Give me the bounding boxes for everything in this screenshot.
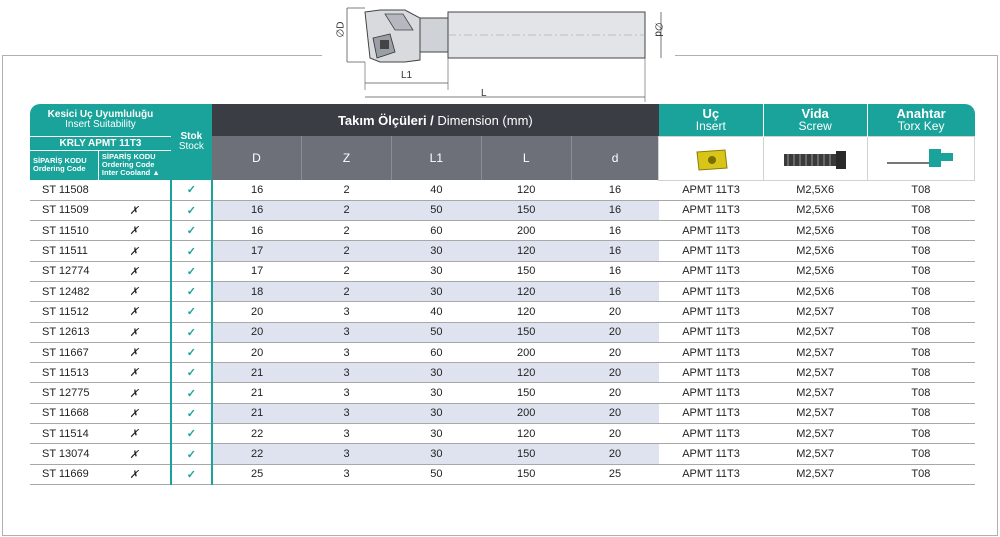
Z-cell: 2 — [302, 180, 392, 200]
L-cell: 150 — [481, 383, 571, 403]
frame-top-right-line — [670, 55, 998, 56]
table-row — [30, 424, 975, 444]
order-code-cell: ST 11510 — [30, 221, 98, 241]
table-row — [30, 302, 975, 322]
L-cell: 120 — [481, 424, 571, 444]
insert-cell: APMT 11T3 — [659, 363, 763, 383]
screw-cell: M2,5X7 — [763, 322, 867, 342]
Z-cell: 3 — [302, 383, 392, 403]
order-code-cell: ST 11509 — [30, 200, 98, 220]
col-L-header: L — [481, 136, 571, 180]
screw-cell: M2,5X6 — [763, 180, 867, 200]
insert-cell: APMT 11T3 — [659, 342, 763, 362]
coolant-code-cell: ✗ — [98, 424, 171, 444]
screw-cell: M2,5X7 — [763, 464, 867, 484]
insert-cell: APMT 11T3 — [659, 302, 763, 322]
order-code-cell: ST 12613 — [30, 322, 98, 342]
key-cell: T08 — [867, 261, 974, 281]
Z-cell: 2 — [302, 241, 392, 261]
d-cell: 16 — [571, 180, 659, 200]
table-row — [30, 221, 975, 241]
table-row — [30, 241, 975, 261]
insert-cell: APMT 11T3 — [659, 322, 763, 342]
stock-cell: ✓ — [171, 180, 212, 200]
d-cell: 16 — [571, 281, 659, 301]
D-cell: 22 — [212, 424, 302, 444]
screw-cell: M2,5X7 — [763, 363, 867, 383]
key-cell: T08 — [867, 322, 974, 342]
key-image-cell — [867, 136, 974, 180]
col-Z-header: Z — [302, 136, 392, 180]
L-cell: 150 — [481, 322, 571, 342]
Z-cell: 3 — [302, 403, 392, 423]
L-cell: 120 — [481, 363, 571, 383]
screw-title: Vida — [801, 106, 829, 122]
order-code-cell: ST 11511 — [30, 241, 98, 261]
Z-cell: 2 — [302, 281, 392, 301]
L-cell: 150 — [481, 464, 571, 484]
key-cell: T08 — [867, 200, 974, 220]
torx-key-icon — [881, 145, 961, 173]
D-cell: 21 — [212, 383, 302, 403]
coolant-code-cell: ✗ — [98, 200, 171, 220]
coolant-code-cell: ✗ — [98, 221, 171, 241]
order-code-cell: ST 12774 — [30, 261, 98, 281]
length-L-label: L — [481, 88, 487, 99]
L1-cell: 30 — [391, 444, 481, 464]
stock-cell: ✓ — [171, 383, 212, 403]
L1-cell: 40 — [391, 302, 481, 322]
L1-cell: 50 — [391, 322, 481, 342]
insert-cell: APMT 11T3 — [659, 180, 763, 200]
Z-cell: 2 — [302, 261, 392, 281]
L1-cell: 60 — [391, 221, 481, 241]
key-header — [867, 104, 974, 136]
col-L1-header: L1 — [391, 136, 481, 180]
L1-cell: 30 — [391, 403, 481, 423]
insert-cell: APMT 11T3 — [659, 464, 763, 484]
key-cell: T08 — [867, 363, 974, 383]
d-cell: 20 — [571, 383, 659, 403]
coolant-code-cell: ✗ — [98, 302, 171, 322]
d-cell: 16 — [571, 221, 659, 241]
table-row — [30, 363, 975, 383]
L-cell: 200 — [481, 342, 571, 362]
d-cell: 16 — [571, 261, 659, 281]
key-cell: T08 — [867, 241, 974, 261]
insert-cell: APMT 11T3 — [659, 281, 763, 301]
D-cell: 22 — [212, 444, 302, 464]
coolant-code-cell: ✗ — [98, 322, 171, 342]
ordering-code-header — [30, 150, 98, 180]
coolant-code-cell: ✗ — [98, 281, 171, 301]
D-cell: 18 — [212, 281, 302, 301]
coolant-code-cell: ✗ — [98, 261, 171, 281]
D-cell: 20 — [212, 342, 302, 362]
coolant-code-cell: ✗ — [98, 241, 171, 261]
table-row — [30, 383, 975, 403]
stock-title: Stok — [180, 131, 203, 142]
key-cell: T08 — [867, 281, 974, 301]
L1-cell: 30 — [391, 424, 481, 444]
Z-cell: 3 — [302, 302, 392, 322]
screw-cell: M2,5X6 — [763, 261, 867, 281]
L-cell: 120 — [481, 241, 571, 261]
order-code-cell: ST 11514 — [30, 424, 98, 444]
screw-cell: M2,5X7 — [763, 403, 867, 423]
screw-subtitle: Screw — [798, 119, 832, 134]
table-row — [30, 342, 975, 362]
stock-cell: ✓ — [171, 342, 212, 362]
key-cell: T08 — [867, 403, 974, 423]
L-cell: 150 — [481, 200, 571, 220]
order-code-cell: ST 11667 — [30, 342, 98, 362]
stock-cell: ✓ — [171, 363, 212, 383]
order-code-cell: ST 11668 — [30, 403, 98, 423]
krly-code-header: KRLY APMT 11T3 — [30, 136, 171, 150]
screw-cell: M2,5X7 — [763, 342, 867, 362]
stock-cell: ✓ — [171, 281, 212, 301]
d-cell: 20 — [571, 424, 659, 444]
ordering-coolant-title: SİPARİŞ KODU — [101, 152, 156, 162]
insert-suitability-subtitle: Insert Suitability — [65, 118, 136, 130]
diameter-d-label: ∅d — [652, 22, 664, 37]
coolant-code-cell — [98, 180, 171, 200]
order-code-cell: ST 11512 — [30, 302, 98, 322]
D-cell: 16 — [212, 221, 302, 241]
d-cell: 20 — [571, 363, 659, 383]
L-cell: 200 — [481, 221, 571, 241]
key-cell: T08 — [867, 221, 974, 241]
insert-header — [659, 104, 763, 136]
ordering-code-title: SİPARİŞ KODU — [33, 156, 87, 166]
end-mill-drawing — [325, 0, 675, 105]
order-code-cell: ST 11508 — [30, 180, 98, 200]
D-cell: 17 — [212, 241, 302, 261]
L1-cell: 50 — [391, 464, 481, 484]
screw-cell: M2,5X6 — [763, 241, 867, 261]
stock-header — [171, 104, 212, 180]
screw-header — [763, 104, 867, 136]
D-cell: 20 — [212, 322, 302, 342]
frame-top-left-line — [2, 55, 322, 56]
coolant-code-cell: ✗ — [98, 464, 171, 484]
dimensions-subtitle: Dimension (mm) — [437, 112, 533, 128]
product-table — [30, 104, 975, 485]
ordering-coolant-header — [98, 150, 171, 180]
stock-cell: ✓ — [171, 200, 212, 220]
d-cell: 20 — [571, 302, 659, 322]
key-title: Anahtar — [896, 106, 946, 122]
table-row — [30, 403, 975, 423]
table-body — [30, 180, 975, 484]
key-cell: T08 — [867, 180, 974, 200]
D-cell: 21 — [212, 363, 302, 383]
insert-subtitle: Insert — [695, 119, 726, 134]
screw-cell: M2,5X6 — [763, 200, 867, 220]
order-code-cell: ST 13074 — [30, 444, 98, 464]
key-cell: T08 — [867, 342, 974, 362]
dimensions-header — [212, 104, 659, 136]
col-d-header: d — [571, 136, 659, 180]
Z-cell: 3 — [302, 363, 392, 383]
ordering-coolant-line1: Ordering Code — [101, 160, 155, 170]
screw-cell: M2,5X6 — [763, 281, 867, 301]
table-row — [30, 261, 975, 281]
insert-cell: APMT 11T3 — [659, 424, 763, 444]
stock-cell: ✓ — [171, 424, 212, 444]
dimensions-title: Takım Ölçüleri / — [337, 112, 438, 128]
screw-image-cell — [763, 136, 867, 180]
D-cell: 25 — [212, 464, 302, 484]
insert-image-cell — [659, 136, 763, 180]
key-cell: T08 — [867, 383, 974, 403]
L1-cell: 30 — [391, 281, 481, 301]
L-cell: 120 — [481, 180, 571, 200]
L-cell: 200 — [481, 403, 571, 423]
coolant-code-cell: ✗ — [98, 363, 171, 383]
key-cell: T08 — [867, 464, 974, 484]
key-subtitle: Torx Key — [897, 119, 945, 134]
key-cell: T08 — [867, 302, 974, 322]
order-code-cell: ST 11669 — [30, 464, 98, 484]
table-row — [30, 200, 975, 220]
L1-cell: 40 — [391, 180, 481, 200]
D-cell: 16 — [212, 200, 302, 220]
key-cell: T08 — [867, 424, 974, 444]
L-cell: 150 — [481, 261, 571, 281]
insert-cell: APMT 11T3 — [659, 383, 763, 403]
insert-suitability-header — [30, 104, 171, 136]
stock-cell: ✓ — [171, 322, 212, 342]
L1-cell: 60 — [391, 342, 481, 362]
L-cell: 150 — [481, 444, 571, 464]
table-row — [30, 464, 975, 484]
stock-cell: ✓ — [171, 403, 212, 423]
coolant-code-cell: ✗ — [98, 444, 171, 464]
insert-cell: APMT 11T3 — [659, 403, 763, 423]
table-row — [30, 444, 975, 464]
D-cell: 21 — [212, 403, 302, 423]
L1-cell: 30 — [391, 241, 481, 261]
stock-cell: ✓ — [171, 302, 212, 322]
Z-cell: 3 — [302, 424, 392, 444]
insert-cell: APMT 11T3 — [659, 261, 763, 281]
D-cell: 16 — [212, 180, 302, 200]
L-cell: 120 — [481, 302, 571, 322]
insert-suitability-title: Kesici Uç Uyumluluğu — [47, 108, 154, 120]
Z-cell: 3 — [302, 322, 392, 342]
table-row — [30, 180, 975, 200]
stock-subtitle: Stock — [178, 141, 204, 152]
insert-cell: APMT 11T3 — [659, 444, 763, 464]
Z-cell: 2 — [302, 200, 392, 220]
coolant-code-cell: ✗ — [98, 403, 171, 423]
d-cell: 20 — [571, 342, 659, 362]
screw-cell: M2,5X6 — [763, 221, 867, 241]
L1-cell: 30 — [391, 363, 481, 383]
insert-title: Uç — [702, 106, 720, 122]
stock-cell: ✓ — [171, 464, 212, 484]
d-cell: 16 — [571, 200, 659, 220]
screw-icon — [780, 148, 850, 172]
key-cell: T08 — [867, 444, 974, 464]
ordering-coolant-line2: Inter Cooland ▲ — [101, 168, 160, 178]
d-cell: 20 — [571, 322, 659, 342]
coolant-code-cell: ✗ — [98, 342, 171, 362]
d-cell: 20 — [571, 444, 659, 464]
d-cell: 20 — [571, 403, 659, 423]
Z-cell: 3 — [302, 464, 392, 484]
table-row — [30, 322, 975, 342]
screw-cell: M2,5X7 — [763, 383, 867, 403]
stock-cell: ✓ — [171, 444, 212, 464]
order-code-cell: ST 11513 — [30, 363, 98, 383]
Z-cell: 3 — [302, 444, 392, 464]
D-cell: 17 — [212, 261, 302, 281]
insert-cell: APMT 11T3 — [659, 221, 763, 241]
L-cell: 120 — [481, 281, 571, 301]
coolant-code-cell: ✗ — [98, 383, 171, 403]
Z-cell: 2 — [302, 221, 392, 241]
length-L1-label: L1 — [401, 70, 413, 81]
D-cell: 20 — [212, 302, 302, 322]
diameter-D-label: ∅D — [335, 21, 347, 38]
stock-cell: ✓ — [171, 261, 212, 281]
L1-cell: 30 — [391, 383, 481, 403]
insert-cell: APMT 11T3 — [659, 241, 763, 261]
table-row — [30, 281, 975, 301]
order-code-cell: ST 12482 — [30, 281, 98, 301]
screw-cell: M2,5X7 — [763, 424, 867, 444]
screw-cell: M2,5X7 — [763, 302, 867, 322]
order-code-cell: ST 12775 — [30, 383, 98, 403]
L1-cell: 50 — [391, 200, 481, 220]
stock-cell: ✓ — [171, 221, 212, 241]
insert-cell: APMT 11T3 — [659, 200, 763, 220]
tool-drawing — [325, 0, 675, 105]
screw-cell: M2,5X7 — [763, 444, 867, 464]
apmt-insert-icon — [691, 148, 731, 172]
Z-cell: 3 — [302, 342, 392, 362]
d-cell: 25 — [571, 464, 659, 484]
ordering-code-subtitle: Ordering Code — [33, 164, 86, 174]
L1-cell: 30 — [391, 261, 481, 281]
col-D-header: D — [212, 136, 302, 180]
d-cell: 16 — [571, 241, 659, 261]
stock-cell: ✓ — [171, 241, 212, 261]
